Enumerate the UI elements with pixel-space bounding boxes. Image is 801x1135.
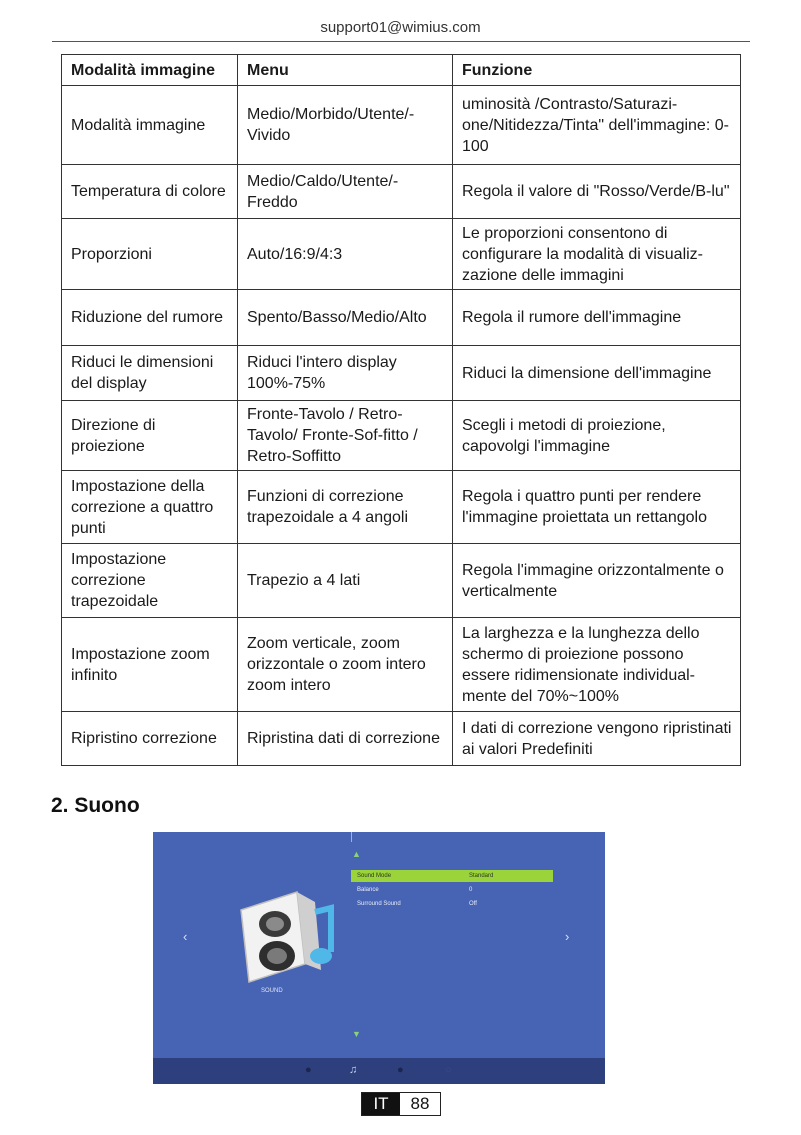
- table-header-row: [62, 55, 741, 86]
- table-header-cell: Funzione: [453, 55, 741, 86]
- clock-icon[interactable]: ●: [397, 1064, 404, 1076]
- table-cell: Ripristino correzione: [62, 712, 238, 766]
- table-row: [62, 544, 741, 618]
- table-cell: Regola il valore di "Rosso/Verde/B-lu": [453, 165, 741, 219]
- next-icon[interactable]: ›: [565, 929, 570, 944]
- sound-menu-screenshot: [153, 832, 605, 1084]
- table-cell: Scegli i metodi di proiezione, capovolgi l'immagine: [453, 401, 741, 471]
- table-cell: Impostazione zoom infinito: [62, 618, 238, 712]
- section-title: 2. Suono: [51, 794, 140, 817]
- table-row: [62, 712, 741, 766]
- header-email: support01@wimius.com: [320, 19, 481, 36]
- table-row: [62, 86, 741, 165]
- lock-icon[interactable]: ○: [445, 1064, 452, 1076]
- picture-icon[interactable]: ●: [305, 1064, 312, 1076]
- table-cell: Riduci la dimensione dell'immagine: [453, 346, 741, 401]
- table-cell: Riduzione del rumore: [62, 290, 238, 346]
- page-number: 88: [400, 1093, 440, 1115]
- balance-label[interactable]: Balance: [357, 887, 379, 893]
- table-cell: Temperatura di colore: [62, 165, 238, 219]
- table-cell: Zoom verticale, zoom orizzontale o zoom intero zoom intero: [238, 618, 453, 712]
- scroll-down-icon[interactable]: ▼: [352, 1029, 361, 1039]
- speaker-icon: [223, 882, 343, 992]
- previous-icon[interactable]: ‹: [183, 929, 188, 944]
- table-cell: Impostazione della correzione a quattro punti: [62, 471, 238, 544]
- table-cell: Spento/Basso/Medio/Alto: [238, 290, 453, 346]
- page-number-badge: [361, 1092, 441, 1116]
- picture-settings-table: [61, 54, 741, 766]
- scroll-up-icon[interactable]: ▲: [352, 849, 361, 859]
- table-cell: Medio/Caldo/Utente/-Freddo: [238, 165, 453, 219]
- table-cell: Regola i quattro punti per rendere l'immagine proiettata un rettangolo: [453, 471, 741, 544]
- table-row: [62, 219, 741, 290]
- table-header-cell: Modalità immagine: [62, 55, 238, 86]
- table-cell: Proporzioni: [62, 219, 238, 290]
- table-row: [62, 346, 741, 401]
- top-tick: [351, 832, 352, 842]
- table-cell: Funzioni di correzione trapezoidale a 4 angoli: [238, 471, 453, 544]
- table-cell: Medio/Morbido/Utente/-Vivido: [238, 86, 453, 165]
- table-cell: Riduci le dimensioni del display: [62, 346, 238, 401]
- surround-sound-label[interactable]: Surround Sound: [357, 901, 401, 907]
- table-cell: I dati di correzione vengono ripristinati ai valori Predefiniti: [453, 712, 741, 766]
- table-row: [62, 618, 741, 712]
- table-cell: Le proporzioni consentono di configurare la modalità di visualiz-zazione delle immagini: [453, 219, 741, 290]
- surround-sound-value[interactable]: Off: [469, 901, 477, 907]
- sound-mode-value[interactable]: Standard: [469, 873, 494, 879]
- table-cell: Impostazione correzione trapezoidale: [62, 544, 238, 618]
- header-rule: [52, 41, 750, 42]
- table-cell: Modalità immagine: [62, 86, 238, 165]
- table-cell: Regola il rumore dell'immagine: [453, 290, 741, 346]
- table-header-cell: Menu: [238, 55, 453, 86]
- table-cell: Trapezio a 4 lati: [238, 544, 453, 618]
- balance-value[interactable]: 0: [469, 887, 473, 893]
- table-cell: Fronte-Tavolo / Retro-Tavolo/ Fronte-Sof-fitto / Retro-Soffitto: [238, 401, 453, 471]
- table-cell: Direzione di proiezione: [62, 401, 238, 471]
- table-cell: Ripristina dati di correzione: [238, 712, 453, 766]
- table-cell: uminosità /Contrasto/Saturazi-one/Nitidezza/Tinta" dell'immagine: 0-100: [453, 86, 741, 165]
- table-cell: Riduci l'intero display 100%-75%: [238, 346, 453, 401]
- music-note-icon[interactable]: ♫: [349, 1064, 358, 1076]
- table-row: [62, 165, 741, 219]
- sound-category-label: SOUND: [261, 988, 283, 994]
- table-row: [62, 290, 741, 346]
- table-cell: La larghezza e la lunghezza dello schermo di proiezione possono essere ridimensionate individual-mente del 70%~100%: [453, 618, 741, 712]
- table-row: [62, 401, 741, 471]
- menu-tab-bar: [153, 1058, 605, 1084]
- language-code: IT: [362, 1093, 400, 1115]
- table-row: [62, 471, 741, 544]
- table-cell: Regola l'immagine orizzontalmente o verticalmente: [453, 544, 741, 618]
- sound-mode-label[interactable]: Sound Mode: [357, 873, 392, 879]
- table-cell: Auto/16:9/4:3: [238, 219, 453, 290]
